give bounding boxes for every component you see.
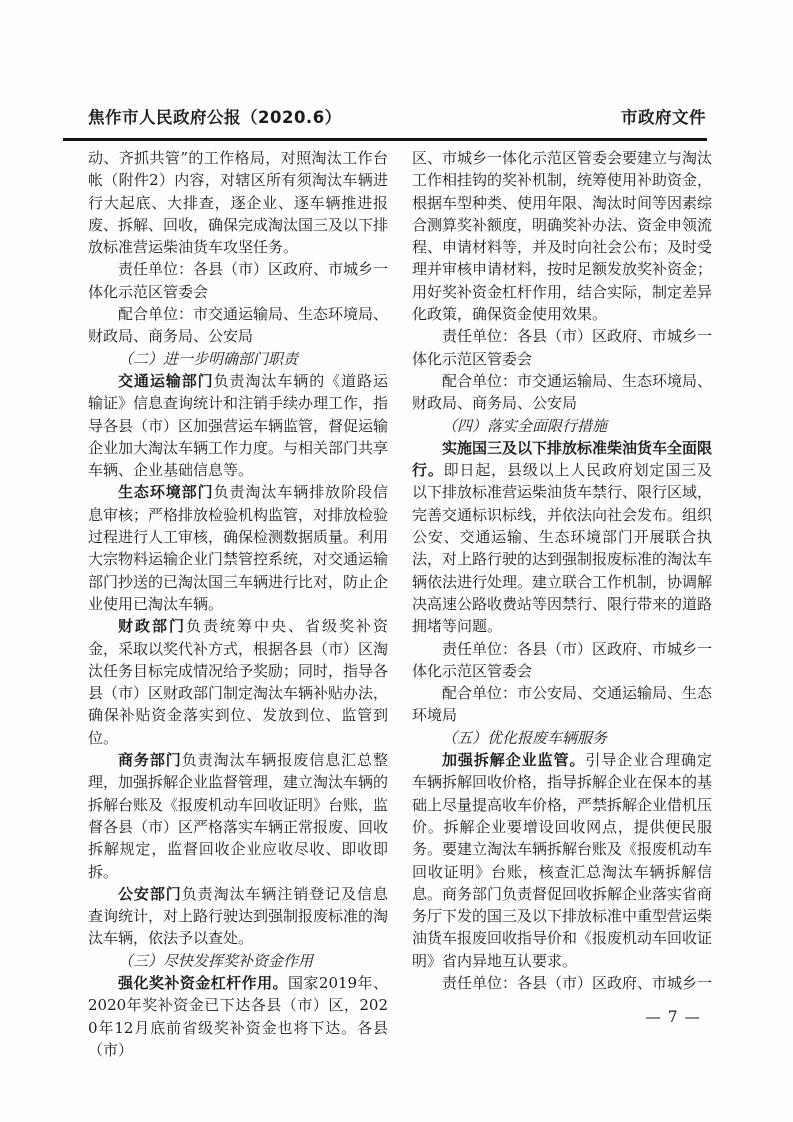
responsible-unit-paragraph (412, 638, 712, 683)
section-heading-5 (412, 727, 712, 749)
paragraph-text: 引导企业合理确定车辆拆解回收价格，指导拆解企业在保本的基础上尽量提高收车价格，严禁拆解企业借机压价。拆解企业要增设回收网点，提供便民服务。要建立淘汰车辆拆解台账及《报废机动车回收证明》台账，核查汇总淘汰车辆拆解信息。商务部门负责督促回收拆解企业落实省商务厅下发的国三及以下排放标准中重型营运柴油货车报废回收指导价和《报废机动车回收证明》省内异地互认要求。 (412, 751, 713, 970)
paragraph-text: 责任单位：各县（市）区政府、市城乡一 (442, 973, 713, 992)
cooperating-unit-paragraph (412, 682, 712, 727)
responsible-unit-paragraph (412, 325, 712, 370)
paragraph-lead: 商务部门 (118, 751, 182, 770)
paragraph-text: 负责淘汰车辆的《道路运输证》信息查询统计和注销手续办理工作，指导各县（市）区加强营运车辆监管，督促运输企业加大淘汰车辆工作力度。与相关部门共享车辆、企业基础信息等。 (88, 371, 389, 480)
paragraph-dismantling-supervision (412, 749, 712, 972)
paragraph-text: 负责统筹中央、省级奖补资金，采取以奖代补方式，根据各县（市）区淘汰任务目标完成情况给予奖励；同时，指导各县（市）区财政部门制定淘汰车辆补贴办法，确保补贴资金落实到位、发放到位、监管到位。 (88, 617, 389, 747)
cooperating-unit-paragraph (412, 370, 712, 415)
header-rule (63, 138, 707, 141)
paragraph-text: 责任单位：各县（市）区政府、市城乡一体化示范区管委会 (412, 327, 713, 368)
paragraph-continuation (412, 147, 712, 325)
paragraph-lead: 实施国三及以下排放标准柴油货车全面限行。 (412, 438, 713, 480)
paragraph-lead: 财政部门 (118, 617, 186, 636)
paragraph-lead: 强化奖补资金杠杆作用。 (118, 973, 288, 992)
paragraph-continuation (88, 147, 388, 258)
paragraph-text: 动、齐抓共管”的工作格局，对照淘汰工作台帐（附件2）内容，对辖区所有须淘汰车辆进行大起底、大排查，逐企业、逐车辆推进报废、拆解、回收，确保完成淘汰国三及以下排放标准营运柴油货车攻坚任务。 (88, 149, 389, 257)
paragraph-lead: 生态环境部门 (118, 483, 214, 502)
doc-category-label: 市政府文件 (621, 108, 706, 127)
document-body (88, 147, 712, 1061)
paragraph-lead: 交通运输部门 (118, 371, 214, 390)
page-number: — 7 — (645, 1008, 701, 1026)
responsible-unit-paragraph (412, 972, 712, 994)
paragraph-text: 配合单位：市交通运输局、生态环境局、财政局、商务局、公安局 (88, 305, 389, 346)
paragraph-lead: 公安部门 (118, 884, 182, 903)
paragraph-commerce-dept (88, 749, 388, 883)
paragraph-text: 责任单位：各县（市）区政府、市城乡一体化示范区管委会 (88, 260, 389, 301)
right-column (412, 147, 712, 1061)
left-column (88, 147, 388, 1061)
section-heading-2 (88, 348, 388, 370)
paragraph-police-dept (88, 883, 388, 950)
paragraph-text: 负责淘汰车辆排放阶段信息审核；严格排放检验机构监管，对排放检验过程进行人工审核，确保检测数据质量。利用大宗物料运输企业门禁管控系统，对交通运输部门抄送的已淘汰国三车辆进行比对，防止企业使用已淘汰车辆。 (88, 483, 389, 613)
section-heading-3 (88, 950, 388, 972)
paragraph-text: 配合单位：市公安局、交通运输局、生态环境局 (412, 684, 713, 725)
paragraph-ecology-dept (88, 481, 388, 615)
paragraph-finance-dept (88, 615, 388, 749)
page-footer (645, 1008, 701, 1026)
page-header (88, 104, 706, 128)
paragraph-text: （二）进一步明确部门职责 (118, 349, 299, 368)
paragraph-text: 即日起，县级以上人民政府划定国三及以下排放标准营运柴油货车禁行、限行区域，完善交通标识标线，并依法向社会发布。组织公安、交通运输、生态环境部门开展联合执法，对上路行驶的达到强制报废标准的淘汰车辆依法进行处理。建立联合工作机制，协调解决高速公路收费站等因禁行、限行带来的道路拥堵等问题。 (412, 461, 713, 636)
paragraph-text: 区、市城乡一体化示范区管委会要建立与淘汰工作相挂钩的奖补机制，统筹使用补助资金，根据车型种类、使用年限、淘汰时间等因素综合测算奖补额度，明确奖补办法、资金申领流程、申请材料等，并及时向社会公布；及时受理并审核申请材料，按时足额发放奖补资金；用好奖补资金杠杆作用，结合实际，制定差异化政策，确保资金使用效果。 (412, 149, 713, 324)
paragraph-text: （三）尽快发挥奖补资金作用 (118, 951, 314, 970)
paragraph-text: 负责淘汰车辆报废信息汇总整理，加强拆解企业监督管理，建立淘汰车辆的拆解台账及《报废机动车回收证明》台账，监督各县（市）区严格落实车辆正常报废、回收拆解规定，监督回收企业应收尽收、即收即拆。 (88, 751, 389, 881)
paragraph-text: 负责淘汰车辆注销登记及信息查询统计，对上路行驶达到强制报废标准的淘汰车辆，依法予以查处。 (88, 884, 389, 948)
paragraph-transport-dept (88, 370, 388, 481)
paragraph-text: 国家2019年、2020年奖补资金已下达各县（市）区，2020年12月底前省级奖补资金也将下达。各县（市） (88, 973, 388, 1059)
paragraph-traffic-restriction (412, 437, 712, 638)
responsible-unit-paragraph (88, 258, 388, 303)
paragraph-text: （五）优化报废车辆服务 (442, 728, 608, 747)
paragraph-subsidy-funds (88, 972, 388, 1061)
cooperating-unit-paragraph (88, 303, 388, 348)
section-heading-4 (412, 415, 712, 437)
paragraph-text: （四）落实全面限行措施 (442, 416, 608, 435)
gazette-title: 焦作市人民政府公报（2020.6） (88, 108, 342, 127)
paragraph-text: 责任单位：各县（市）区政府、市城乡一体化示范区管委会 (412, 639, 713, 680)
paragraph-text: 配合单位：市交通运输局、生态环境局、财政局、商务局、公安局 (412, 371, 713, 413)
paragraph-lead: 加强拆解企业监管。 (442, 751, 586, 770)
